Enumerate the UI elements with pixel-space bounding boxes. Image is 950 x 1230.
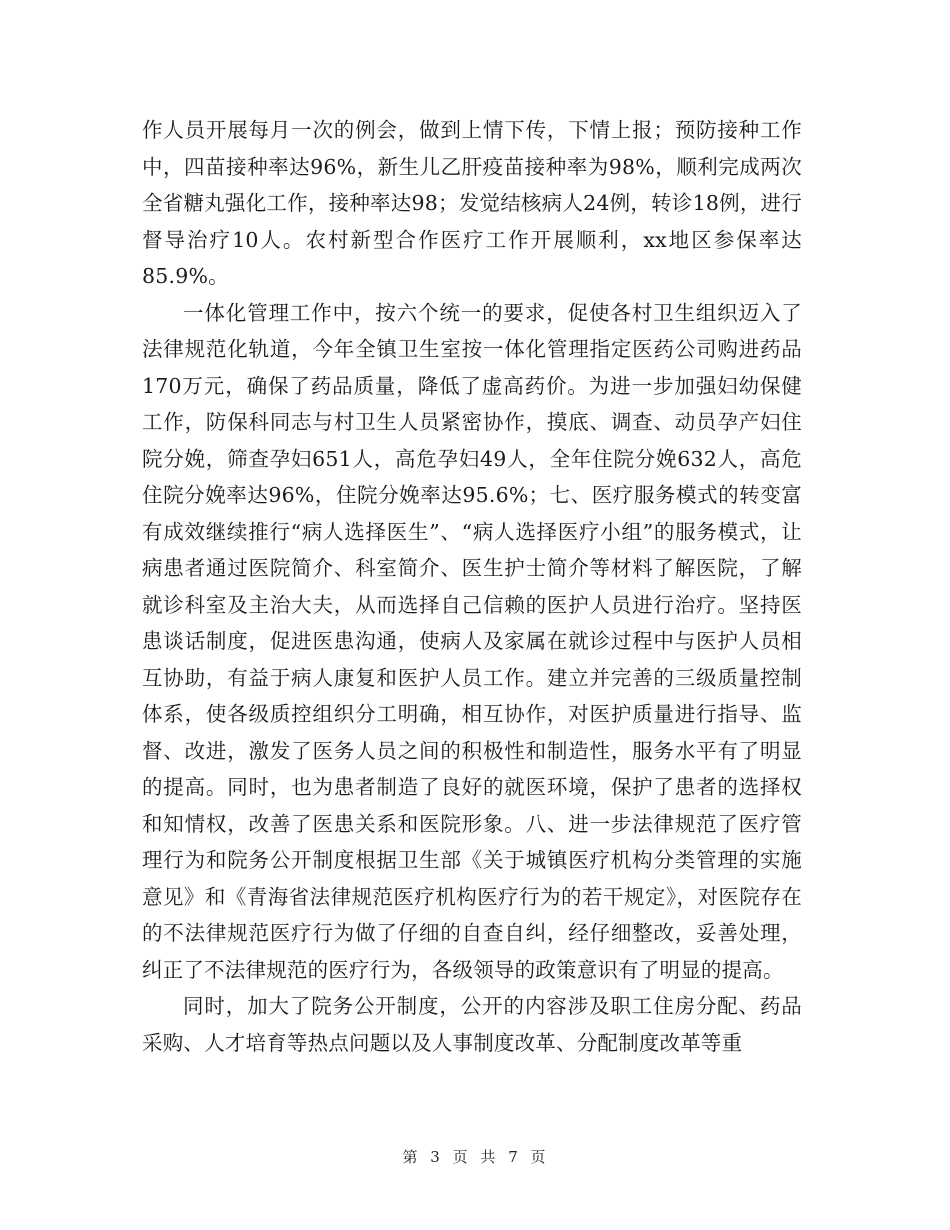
footer-current-page: 3 <box>430 1148 442 1166</box>
footer-total-pages: 7 <box>508 1148 520 1166</box>
page-footer <box>0 1146 950 1167</box>
document-body <box>142 112 802 1061</box>
footer-suffix: 页 <box>530 1148 548 1166</box>
paragraph-continuation: 作人员开展每月一次的例会，做到上情下传，下情上报；预防接种工作中，四苗接种率达96%，新生儿乙肝疫苗接种率为98%，顺利完成两次全省糖丸强化工作，接种率达98；发觉结核病人24例，转诊18例，进行督导治疗10人。农村新型合作医疗工作开展顺利，xx地区参保率达85.9%。 <box>142 118 802 288</box>
footer-total-word: 共 <box>480 1148 498 1166</box>
footer-prefix: 第 <box>402 1148 420 1166</box>
footer-page-word: 页 <box>452 1148 470 1166</box>
paragraph-hospital-affairs: 同时，加大了院务公开制度，公开的内容涉及职工住房分配、药品采购、人才培育等热点问题以及人事制度改革、分配制度改革等重 <box>142 994 802 1055</box>
paragraph-integrated-management: 一体化管理工作中，按六个统一的要求，促使各村卫生组织迈入了法律规范化轨道，今年全镇卫生室按一体化管理指定医药公司购进药品170万元，确保了药品质量，降低了虚高药价。为进一步加强妇幼保健工作，防保科同志与村卫生人员紧密协作，摸底、调查、动员孕产妇住院分娩，筛查孕妇651人，高危孕妇49人，全年住院分娩632人，高危住院分娩率达96%，住院分娩率达95.6%；七、医疗服务模式的转变富有成效继续推行“病人选择医生”、“病人选择医疗小组”的服务模式，让病患者通过医院简介、科室简介、医生护士简介等材料了解医院，了解就诊科室及主治大夫，从而选择自己信赖的医护人员进行治疗。坚持医患谈话制度，促进医患沟通，使病人及家属在就诊过程中与医护人员相互协助，有益于病人康复和医护人员工作。建立并完善的三级质量控制体系，使各级质控组织分工明确，相互协作，对医护质量进行指导、监督、改进，激发了医务人员之间的积极性和制造性，服务水平有了明显的提高。同时，也为患者制造了良好的就医环境，保护了患者的选择权和知情权，改善了医患关系和医院形象。八、进一步法律规范了医疗管理行为和院务公开制度根据卫生部《关于城镇医疗机构分类管理的实施意见》和《青海省法律规范医疗机构医疗行为的若干规定》，对医院存在的不法律规范医疗行为做了仔细的自查自纠，经仔细整改，妥善处理，纠正了不法律规范的医疗行为，各级领导的政策意识有了明显的提高。 <box>142 300 802 982</box>
